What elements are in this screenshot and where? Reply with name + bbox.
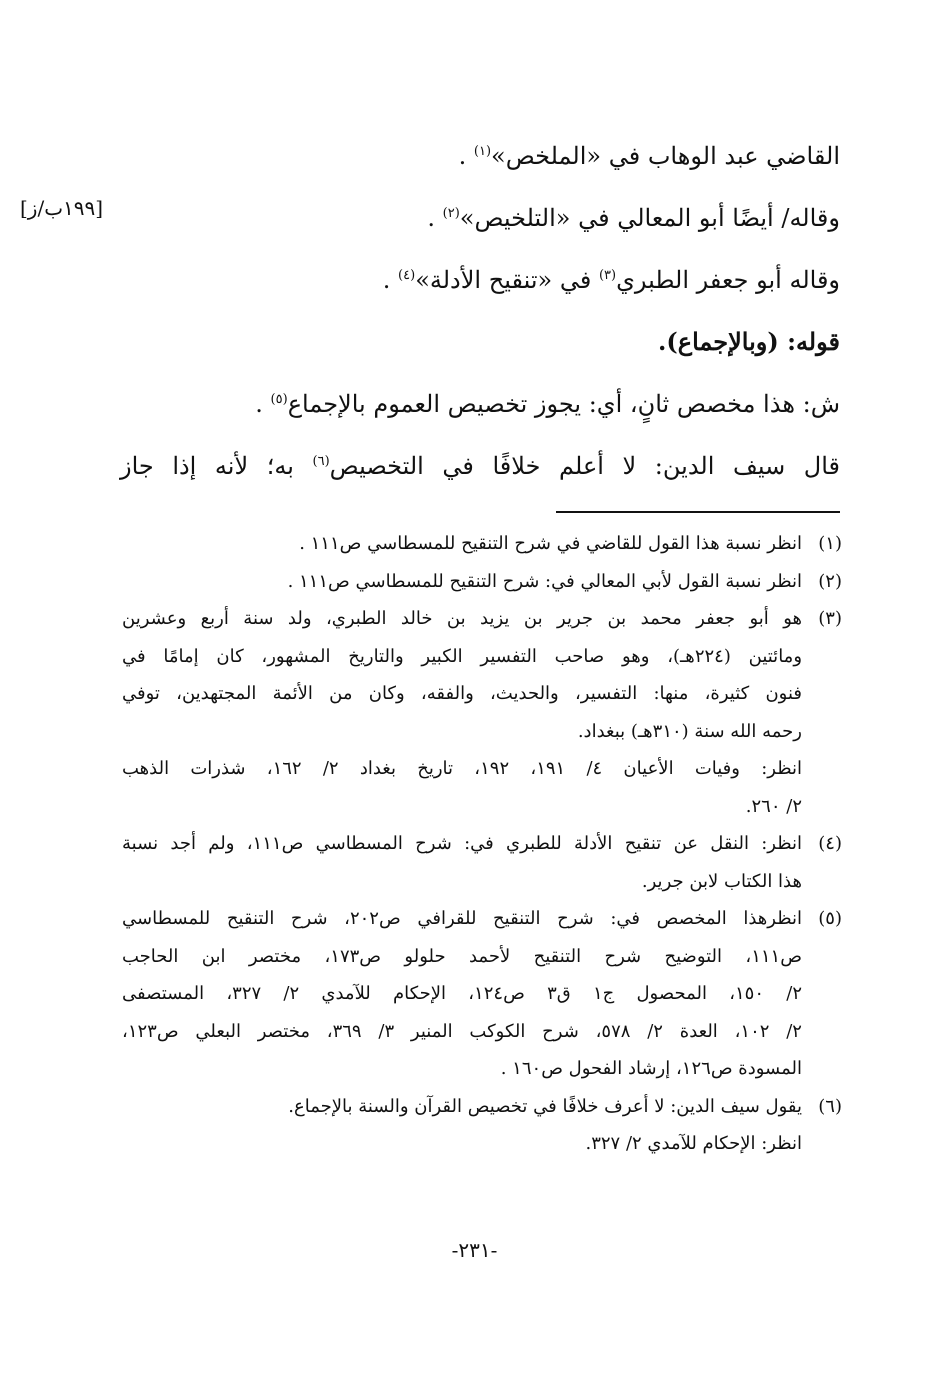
footnote-text: انظر نسبة القول لأبي المعالي في: شرح التنقيح للمسطاسي ص١١١ .	[287, 570, 802, 592]
footnote-number: (٥)	[818, 908, 842, 929]
footnote-text: ٢/ ١٥٠، المحصول ج١ ق٣ ص١٢٤، الإحكام للآمدي ٢/ ٣٢٧، المستصفى	[122, 983, 803, 1004]
main-line-text: وقاله/ أيضًا أبو المعالي في «التلخيص»	[459, 204, 840, 232]
main-line-2	[120, 190, 840, 252]
main-line-6	[120, 438, 840, 500]
footnote-text: ص١١١، التوضيح شرح التنقيح لأحمد حلولو ص١٧٣، مختصر ابن الحاجب	[122, 945, 802, 967]
footnote-text: انظر نسبة هذا القول للقاضي في شرح التنقيح للمسطاسي ص١١١ .	[299, 533, 802, 554]
main-line-3	[120, 252, 840, 314]
footnote-text: هذا الكتاب لابن جرير.	[641, 870, 802, 892]
footnote-text: انظر: النقل عن تنقيح الأدلة للطبري في: شرح المسطاسي ص١١١، ولم أجد نسبة	[122, 833, 803, 854]
main-line-text: ش: هذا مخصص ثانٍ، أي: يجوز تخصيص العموم بالإجماع	[287, 390, 840, 418]
main-line-4-heading	[120, 314, 840, 376]
footnote-4	[122, 825, 842, 863]
footnote-4-continued	[122, 863, 842, 901]
footnote-reference[interactable]: (٤)	[398, 268, 416, 283]
main-line-tail: .	[427, 204, 443, 232]
footnote-text: انظرهذا المخصص في: شرح التنقيح للقرافي ص٢٠٢، شرح التنقيح للمسطاسي	[122, 908, 803, 929]
main-line-text: وقاله أبو جعفر الطبري	[616, 266, 840, 294]
footnote-text: انظر: وفيات الأعيان ٤/ ١٩١، ١٩٢، تاريخ بغداد ٢/ ١٦٢، شذرات الذهب	[122, 758, 802, 779]
footnote-number: (٢)	[818, 570, 842, 592]
footnote-3	[122, 600, 842, 638]
footnote-5-continued	[122, 1013, 842, 1051]
manuscript-folio-marker: [١٩٩ب/ز]	[20, 196, 104, 220]
footnote-3-continued	[122, 788, 842, 826]
footnote-text: هو أبو جعفر محمد بن جرير بن يزيد بن خالد الطبري، ولد سنة أربع وعشرين	[122, 608, 802, 629]
footnotes	[122, 525, 842, 1163]
footnote-6-continued	[122, 1125, 842, 1163]
footnote-2	[122, 563, 842, 601]
footnote-5-continued	[122, 938, 842, 976]
main-line-tail: .	[458, 142, 474, 170]
main-line-text: قال سيف الدين: لا أعلم خلافًا في التخصيص	[329, 452, 841, 480]
main-line-tail: .	[255, 390, 271, 418]
footnote-text: ٢/ ٢٦٠.	[745, 795, 802, 817]
footnote-number: (١)	[818, 533, 842, 554]
main-line-1	[120, 128, 840, 190]
footnote-text: رحمه الله سنة (٣١٠هـ) ببغداد.	[577, 720, 802, 742]
footnote-1	[122, 525, 842, 563]
footnote-separator	[556, 511, 840, 513]
footnote-text: يقول سيف الدين: لا أعرف خلافًا في تخصيص القرآن والسنة بالإجماع.	[288, 1095, 802, 1117]
footnote-3-continued	[122, 750, 842, 788]
main-line-5	[120, 376, 840, 438]
footnote-5-continued	[122, 1050, 842, 1088]
footnote-text: المسودة ص١٢٦، إرشاد الفحول ص١٦٠ .	[500, 1058, 802, 1079]
main-line-middle: في «تنقيح الأدلة»	[415, 266, 599, 294]
main-line-text: قوله: (وبالإجماع).	[658, 327, 840, 356]
footnote-reference[interactable]: (٢)	[442, 206, 460, 221]
footnote-text: انظر: الإحكام للآمدي ٢/ ٣٢٧.	[585, 1133, 802, 1154]
main-line-text: القاضي عبد الوهاب في «الملخص»	[491, 142, 840, 170]
footnote-reference[interactable]: (٥)	[270, 392, 288, 407]
footnote-number: (٤)	[818, 833, 842, 854]
footnote-reference[interactable]: (١)	[473, 144, 492, 159]
page-number: -٢٣١-	[451, 1238, 498, 1262]
footnote-5	[122, 900, 842, 938]
footnote-3-continued	[122, 713, 842, 751]
footnote-3-continued	[122, 675, 842, 713]
footnote-reference[interactable]: (٣)	[598, 268, 617, 283]
footnote-text: ومائتين (٢٢٤هـ)، وهو صاحب التفسير الكبير والتاريخ المشهور، كان إمامًا في	[122, 645, 803, 667]
footnote-number: (٣)	[818, 608, 842, 629]
footnote-5-continued	[122, 975, 842, 1013]
main-line-tail: .	[382, 266, 399, 294]
footnote-number: (٦)	[818, 1095, 842, 1117]
main-line-tail: به؛ لأنه إذا جاز	[120, 452, 313, 480]
footnote-6	[122, 1088, 842, 1126]
footnote-text: فنون كثيرة، منها: التفسير، والحديث، والفقه، وكان من الأئمة المجتهدين، توفي	[122, 683, 802, 704]
footnote-text: ٢/ ١٠٢، العدة ٢/ ٥٧٨، شرح الكوكب المنير ٣/ ٣٦٩، مختصر البعلي ص١٢٣،	[122, 1020, 802, 1042]
footnote-reference[interactable]: (٦)	[312, 454, 330, 469]
footnote-3-continued	[122, 638, 842, 676]
main-text	[120, 128, 840, 500]
